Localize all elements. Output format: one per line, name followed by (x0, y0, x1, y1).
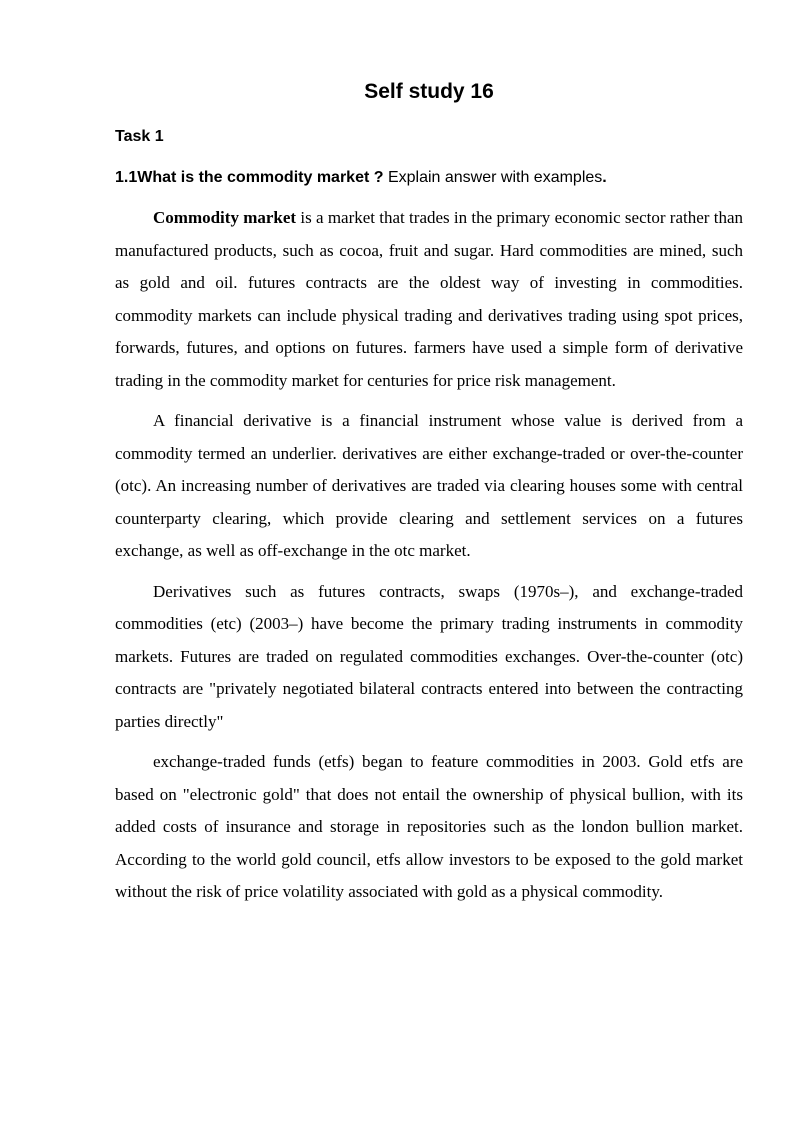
question-prompt: 1.1What is the commodity market ? (115, 169, 384, 186)
paragraph-derivatives-instruments (115, 576, 743, 739)
question-instruction: Explain answer with examples (383, 169, 603, 186)
paragraph-financial-derivative (115, 405, 743, 568)
paragraph-text: A financial derivative is a financial instrument whose value is derived from a commodity termed an underlier. derivatives are either exchange-traded or over-the-counter (otc). An increasing number of derivatives are traded via clearing houses some with central counterparty clearing, which provide clearing and settlement services on a futures exchange, as well as off-exchange in the otc market. (115, 411, 743, 560)
question-line (115, 167, 755, 189)
paragraph-etfs (115, 746, 743, 909)
defined-term: Commodity market (153, 208, 297, 227)
paragraph-commodity-market (115, 202, 743, 397)
paragraph-text: exchange-traded funds (etfs) began to feature commodities in 2003. Gold etfs are based on "electronic gold" that does not entail the ownership of physical bullion, with its added costs of insurance and storage in repositories such as the london bullion market. According to the world gold council, etfs allow investors to be exposed to the gold market without the risk of price volatility associated with gold as a physical commodity. (115, 752, 743, 901)
document-body (115, 202, 743, 917)
paragraph-text: Derivatives such as futures contracts, swaps (1970s–), and exchange-traded commodities (etc) (2003–) have become the primary trading instruments in commodity markets. Futures are traded on regulated commodities exchanges. Over-the-counter (otc) contracts are "privately negotiated bilateral contracts entered into between the contracting parties directly" (115, 581, 743, 731)
task-heading: Task 1 (115, 128, 164, 145)
question-end-mark: . (602, 169, 607, 186)
paragraph-text: is a market that trades in the primary economic sector rather than manufactured products, such as cocoa, fruit and sugar. Hard commodities are mined, such as gold and oil. futures contracts are the oldest way of investing in commodities. commodity markets can include physical trading and derivatives trading using spot prices, forwards, futures, and options on futures. farmers have used a simple form of derivative trading in the commodity market for centuries for price risk management. (115, 208, 743, 390)
page-title: Self study 16 (364, 80, 494, 103)
